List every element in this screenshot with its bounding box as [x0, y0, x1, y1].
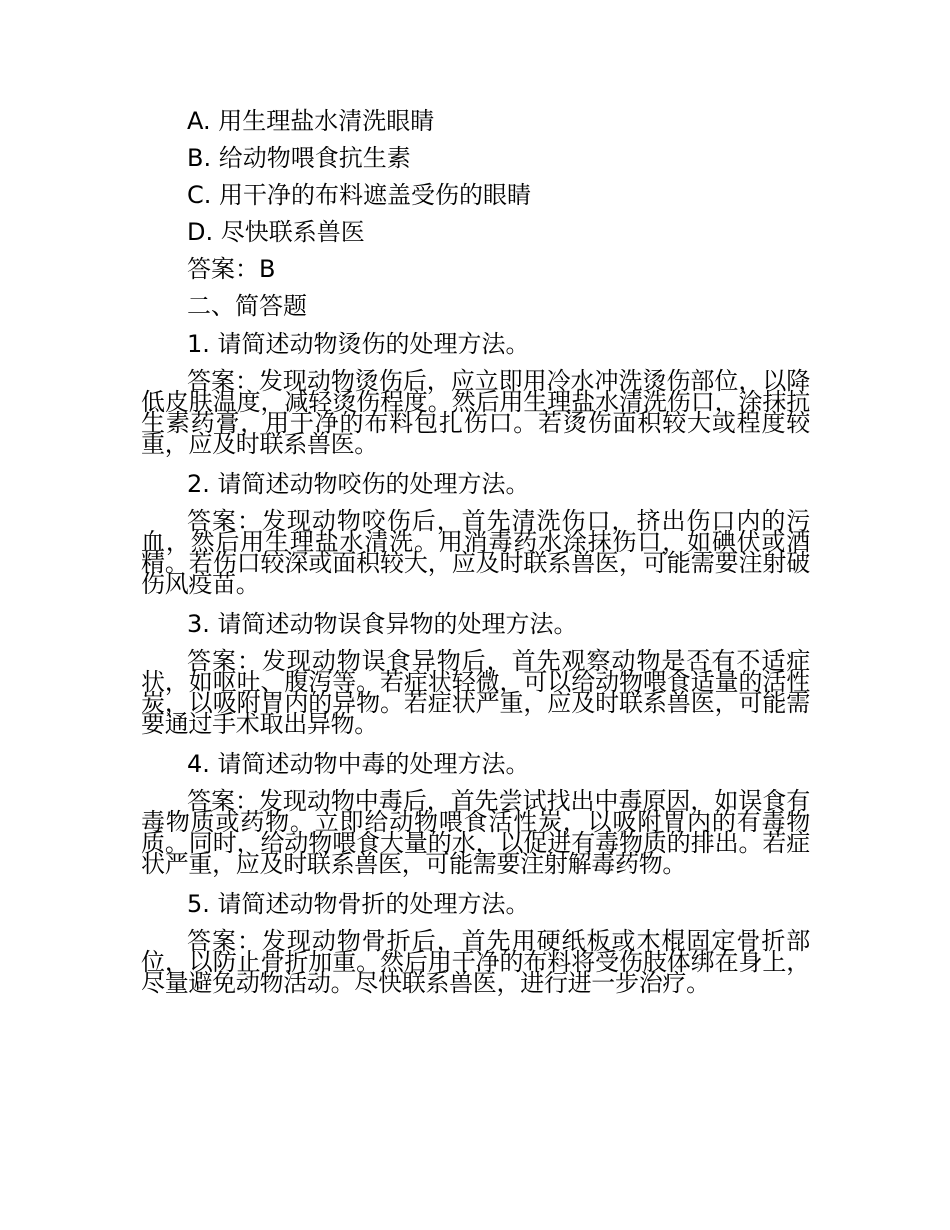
option-d: D. 尽快联系兽医 — [187, 218, 365, 246]
mcq-answer: 答案：B — [187, 255, 276, 283]
question-2: 2. 请简述动物咬伤的处理方法。 — [187, 470, 530, 498]
answer-5: 答案：发现动物骨折后，首先用硬纸板或木棍固定骨折部位，以防止骨折加重。然后用干净的布料将受伤肢体绑在身上，尽量避免动物活动。尽快联系兽医，进行进一步治疗。 — [141, 927, 810, 997]
section-title: 二、简答题 — [187, 292, 307, 320]
question-5: 5. 请简述动物骨折的处理方法。 — [187, 890, 530, 918]
answer-1: 答案：发现动物烫伤后，应立即用冷水冲洗烫伤部位，以降低皮肤温度，减轻烫伤程度。然后用生理盐水清洗伤口，涂抹抗生素药膏，用干净的布料包扎伤口。若烫伤面积较大或程度较重，应及时联系兽医。 — [141, 367, 810, 458]
question-4: 4. 请简述动物中毒的处理方法。 — [187, 750, 530, 778]
option-a: A. 用生理盐水清洗眼睛 — [187, 107, 435, 135]
option-b: B. 给动物喂食抗生素 — [187, 144, 411, 172]
question-1: 1. 请简述动物烫伤的处理方法。 — [187, 330, 530, 358]
answer-4: 答案：发现动物中毒后，首先尝试找出中毒原因，如误食有毒物质或药物。立即给动物喂食活性炭，以吸附胃内的有毒物质。同时，给动物喂食大量的水，以促进有毒物质的排出。若症状严重，应及时联系兽医，可能需要注射解毒药物。 — [141, 787, 810, 878]
question-3: 3. 请简述动物误食异物的处理方法。 — [187, 610, 578, 638]
answer-3: 答案：发现动物误食异物后，首先观察动物是否有不适症状，如呕吐、腹泻等。若症状轻微，可以给动物喂食适量的活性炭，以吸附胃内的异物。若症状严重，应及时联系兽医，可能需要通过手术取出异物。 — [141, 647, 810, 738]
option-c: C. 用干净的布料遮盖受伤的眼睛 — [187, 181, 532, 209]
answer-2: 答案：发现动物咬伤后，首先清洗伤口，挤出伤口内的污血，然后用生理盐水清洗。用消毒药水涂抹伤口，如碘伏或酒精。若伤口较深或面积较大，应及时联系兽医，可能需要注射破伤风疫苗。 — [141, 507, 810, 598]
